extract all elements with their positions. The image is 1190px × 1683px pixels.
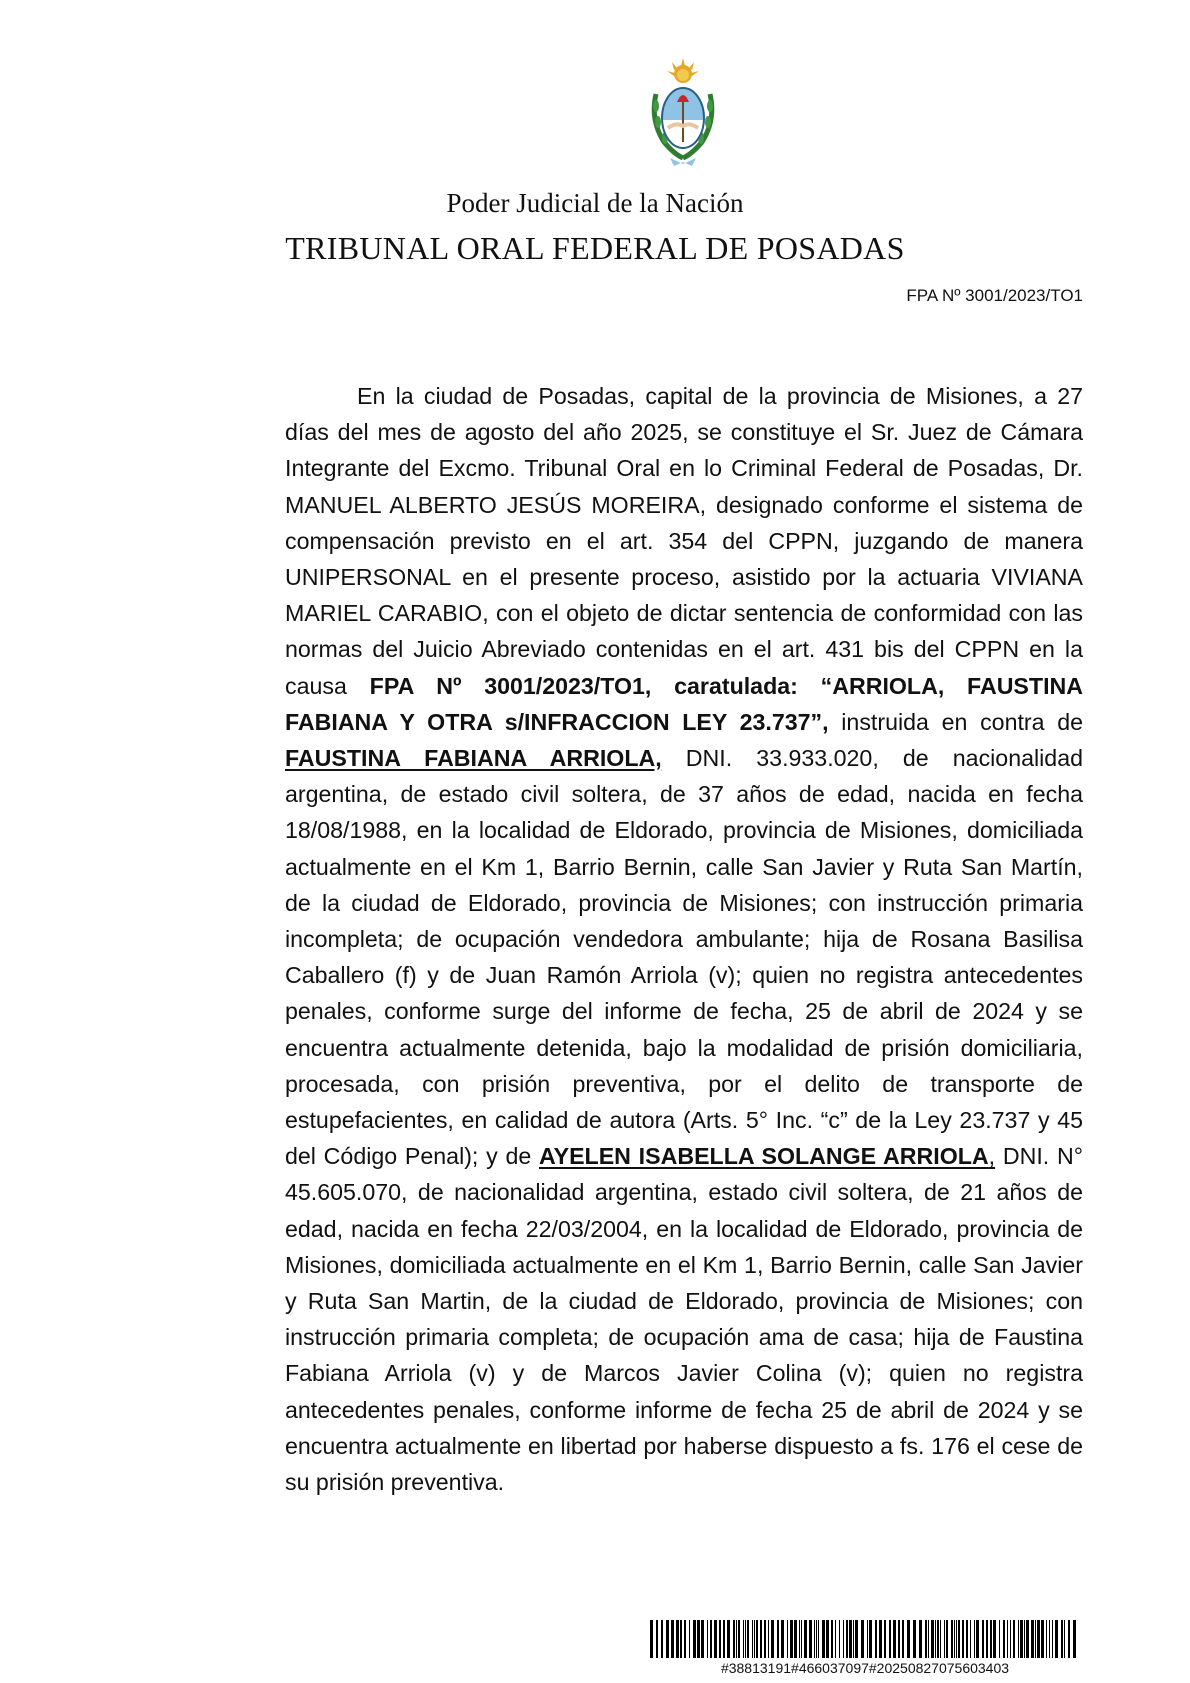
- barcode-bar: [697, 1620, 700, 1658]
- barcode-bar: [1024, 1620, 1025, 1658]
- court-name: TRIBUNAL ORAL FEDERAL DE POSADAS: [285, 230, 905, 266]
- barcode-bar: [666, 1620, 669, 1658]
- argentina-coat-of-arms-icon: [646, 58, 720, 170]
- barcode-bar: [853, 1620, 854, 1658]
- barcode-bar: [919, 1620, 922, 1658]
- barcode-bar: [743, 1620, 744, 1658]
- barcode-bar: [944, 1620, 945, 1658]
- paragraph-text: DNI. 33.933.020, de nacionalidad argentina, de estado civil soltera, de 37 años de edad, nacida en fecha 18/08/1988, en la localidad de Eldorado, provincia de Misiones, domiciliada actualmente en el Km 1, Barrio Bernin, calle San Javier y Ruta San Martín, de la ciudad de Eldorado, provincia de Misiones; con instrucción primaria incompleta; de ocupación vendedora ambulante; hija de Rosana Basilisa Caballero (f) y de Juan Ramón Arriola (v); quien no registra antecedentes penales, conforme surge del informe de fecha, 25 de abril de 2024 y se encuentra actualmente detenida, bajo la modalidad de prisión domiciliaria, procesada, con prisión preventiva, por el delito de transporte de estupefacientes, en calidad de autora (Arts. 5° Inc. “c” de la Ley 23.737 y 45 del Código Penal); y de: [285, 745, 1083, 1170]
- barcode-bar: [861, 1620, 864, 1658]
- case-caption: FPA Nº 3001/2023/TO1, caratulada: “ARRIOLA, FAUSTINA FABIANA Y OTRA s/INFRACCION LEY 23.737”,: [285, 672, 1083, 735]
- barcode-bar: [907, 1620, 910, 1658]
- paragraph-text: DNI. N° 45.605.070, de nacionalidad argentina, estado civil soltera, de 21 años de edad, nacida en fecha 22/03/2004, en la localidad de Eldorado, provincia de Misiones, domiciliada actualmente en el Km 1, Barrio Bernin, calle San Javier y Ruta San Martin, de la ciudad de Eldorado, provincia de Misiones; con instrucción primaria completa; de ocupación ama de casa; hija de Faustina Fabiana Arriola (v) y de Marcos Javier Colina (v); quien no registra antecedentes penales, conforme informe de fecha 25 de abril de 2024 y se encuentra actualmente en libertad por haberse dispuesto a fs. 176 el cese de su prisión preventiva.: [285, 1143, 1083, 1496]
- barcode-bar: [689, 1620, 690, 1658]
- barcode-bar: [1041, 1620, 1044, 1658]
- defendant-name-2-comma: ,: [988, 1143, 996, 1170]
- resolution-paragraph: [285, 378, 1083, 1500]
- barcode-bar: [822, 1620, 825, 1658]
- barcode-bar: [754, 1620, 755, 1658]
- barcode-bar: [970, 1620, 971, 1658]
- barcode-bar: [714, 1620, 717, 1658]
- barcode-bar: [1037, 1620, 1040, 1658]
- barcode-bar: [656, 1620, 658, 1658]
- barcode-bar: [1052, 1620, 1053, 1658]
- barcode-bar: [1049, 1620, 1050, 1658]
- barcode-bar: [884, 1620, 886, 1658]
- paragraph-text: En la ciudad de Posadas, capital de la provincia de Misiones, a 27 días del mes de agosto del año 2025, se constituye el Sr. Juez de Cámara Integrante del Excmo. Tribunal Oral en lo Criminal Federal de Posadas, Dr. MANUEL ALBERTO JESÚS MOREIRA, designado conforme el sistema de compensación previsto en el art. 354 del CPPN, juzgando de manera UNIPERSONAL en el presente proceso, asistido por la actuaria VIVIANA MARIEL CARABIO, con el objeto de dictar sentencia de conformidad con las normas del Juicio Abreviado contenidas en el art. 431 bis del CPPN en la causa: [285, 383, 1083, 699]
- barcode-bar: [693, 1620, 696, 1658]
- barcode-bar: [993, 1620, 996, 1658]
- barcode-bar: [843, 1620, 844, 1658]
- barcode-bar: [835, 1620, 836, 1658]
- barcode-bar: [804, 1620, 807, 1658]
- barcode-bar: [760, 1620, 762, 1658]
- barcode-bar: [940, 1620, 941, 1658]
- barcode-bar: [875, 1620, 877, 1658]
- barcode-bar: [1068, 1620, 1070, 1658]
- barcode-bar: [1003, 1620, 1005, 1658]
- barcode-bar: [816, 1620, 817, 1658]
- defendant-name-2: AYELEN ISABELLA SOLANGE ARRIOLA: [539, 1143, 989, 1170]
- barcode-bar: [747, 1620, 749, 1658]
- barcode-bar: [1018, 1620, 1019, 1658]
- barcode-bar: [976, 1620, 979, 1658]
- barcode-bar: [1010, 1620, 1011, 1658]
- barcode-bar: [676, 1620, 679, 1658]
- barcode-bar: [801, 1620, 802, 1658]
- barcode-bar: [777, 1620, 779, 1658]
- case-reference: FPA Nº 3001/2023/TO1: [906, 286, 1083, 305]
- barcode-bar: [974, 1620, 975, 1658]
- barcode-bar: [1020, 1620, 1023, 1658]
- barcode-bar: [990, 1620, 992, 1658]
- barcode-bar: [937, 1620, 939, 1658]
- barcode-bar: [889, 1620, 891, 1658]
- barcode-bar: [794, 1620, 797, 1658]
- barcode-bar: [818, 1620, 819, 1658]
- barcode-bar: [958, 1620, 960, 1658]
- barcode-bar: [935, 1620, 936, 1658]
- barcode-bar: [1007, 1620, 1008, 1658]
- barcode-bar: [954, 1620, 955, 1658]
- barcode-bar: [752, 1620, 753, 1658]
- barcode-bar: [962, 1620, 964, 1658]
- paragraph-text: instruida en contra de: [828, 708, 1083, 735]
- barcode-bar: [951, 1620, 953, 1658]
- barcode-bar: [756, 1620, 758, 1658]
- barcode-bar: [790, 1620, 793, 1658]
- barcode-bar: [966, 1620, 968, 1658]
- barcode-bar: [809, 1620, 812, 1658]
- barcode-bar: [661, 1620, 663, 1658]
- barcode-bar: [1061, 1620, 1063, 1658]
- barcode-bar: [768, 1620, 769, 1658]
- barcode-bar: [764, 1620, 766, 1658]
- barcode-bar: [1026, 1620, 1029, 1658]
- barcode-bar: [925, 1620, 927, 1658]
- barcode-bar: [736, 1620, 737, 1658]
- barcode-text: #38813191#466037097#20250827075603403: [720, 1660, 1010, 1676]
- barcode-bar: [707, 1620, 708, 1658]
- barcode-bar: [650, 1620, 653, 1658]
- barcode-bar: [723, 1620, 725, 1658]
- barcode-bar: [839, 1620, 840, 1658]
- barcode-bar: [902, 1620, 904, 1658]
- barcode-bar: [781, 1620, 784, 1658]
- barcode-bar: [879, 1620, 882, 1658]
- barcode-bar: [1013, 1620, 1015, 1658]
- barcode-bar: [931, 1620, 934, 1658]
- barcode-bar: [799, 1620, 800, 1658]
- barcode-icon: [650, 1620, 1080, 1658]
- barcode-bar: [1035, 1620, 1036, 1658]
- barcode-bar: [684, 1620, 686, 1658]
- barcode-bar: [831, 1620, 833, 1658]
- barcode-bar: [1031, 1620, 1034, 1658]
- barcode-bar: [869, 1620, 872, 1658]
- barcode-bar: [928, 1620, 929, 1658]
- barcode-bar: [898, 1620, 900, 1658]
- barcode-bar: [956, 1620, 957, 1658]
- barcode-bar: [846, 1620, 848, 1658]
- barcode-bar: [680, 1620, 682, 1658]
- barcode-bar: [814, 1620, 815, 1658]
- barcode-bar: [719, 1620, 721, 1658]
- barcode-bar: [982, 1620, 984, 1658]
- barcode-bar: [913, 1620, 916, 1658]
- barcode-bar: [738, 1620, 740, 1658]
- barcode-bar: [710, 1620, 712, 1658]
- barcode-bar: [999, 1620, 1000, 1658]
- barcode-bar: [671, 1620, 674, 1658]
- agency-name: Poder Judicial de la Nación: [446, 188, 744, 218]
- barcode-bar: [893, 1620, 896, 1658]
- barcode-bar: [867, 1620, 868, 1658]
- barcode-bar: [849, 1620, 852, 1658]
- barcode-bar: [771, 1620, 774, 1658]
- barcode-bar: [701, 1620, 704, 1658]
- barcode-bar: [733, 1620, 735, 1658]
- barcode-bar: [745, 1620, 746, 1658]
- barcode-bar: [1064, 1620, 1065, 1658]
- barcode-bar: [855, 1620, 858, 1658]
- barcode-bar: [727, 1620, 730, 1658]
- barcode-bar: [1055, 1620, 1058, 1658]
- defendant-name-1: FAUSTINA FABIANA ARRIOLA,: [285, 745, 662, 772]
- barcode-bar: [826, 1620, 829, 1658]
- barcode-bar: [1073, 1620, 1076, 1658]
- barcode-bar: [986, 1620, 988, 1658]
- barcode-bar: [787, 1620, 788, 1658]
- barcode-bar: [946, 1620, 948, 1658]
- barcode-bar: [1046, 1620, 1047, 1658]
